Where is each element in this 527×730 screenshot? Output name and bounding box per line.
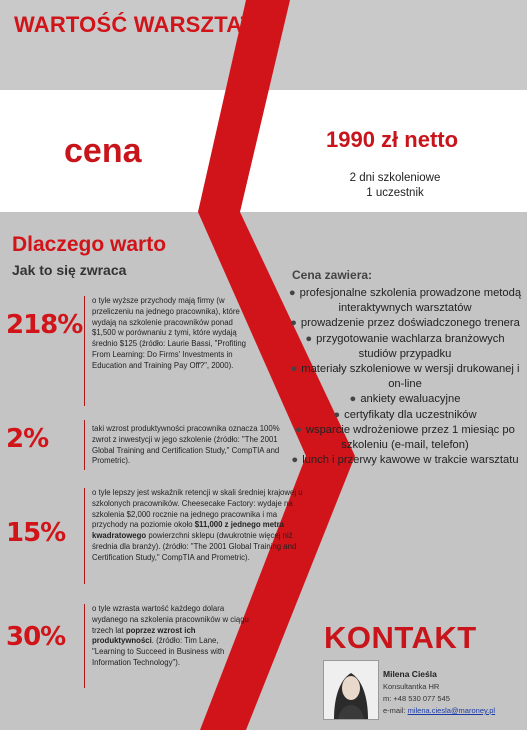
contact-photo	[323, 660, 379, 720]
stat-description-3	[92, 488, 308, 564]
benefits-subheading: Jak to się zwraca	[12, 262, 127, 278]
stat-value-3: 15%	[6, 518, 66, 548]
includes-item: ● lunch i przerwy kawowe w trakcie warsztatu	[291, 454, 519, 467]
stat-text-part: taki wzrost produktywności pracownika oznacza 100% zwrot z inwestycji w jego szkolenie (źródło: "The 2001 Global Training and Certification Study," CompTIA and Prometric).	[92, 424, 280, 466]
contact-phone: m: +48 530 077 545	[383, 694, 450, 703]
stat-text-part: powierzchni sklepu (dwukrotnie więcej niż średnia dla branży). (źródło: "The 2001 Global Training and Certification Study," CompTIA and Prometric).	[92, 531, 297, 562]
bullet-icon: ●	[295, 423, 302, 436]
price-details	[326, 171, 464, 201]
price-value: 1990 zł netto	[326, 127, 459, 152]
stat-value-4: 30%	[6, 622, 66, 652]
bullet-icon: ●	[305, 332, 313, 345]
includes-item: ● wsparcie wdrożeniowe przez 1 miesiąc po szkoleniu (e-mail, telefon)	[295, 423, 515, 452]
includes-title: Cena zawiera:	[292, 268, 373, 282]
stat-value-1: 218%	[6, 310, 83, 340]
includes-item: ● certyfikaty dla uczestników	[333, 408, 477, 421]
contact-heading: KONTAKT	[324, 620, 477, 655]
includes-item: ● przygotowanie wachlarza branżowych studiów przypadku	[305, 332, 505, 360]
stat-divider-1	[84, 296, 85, 406]
stat-description-4	[92, 604, 250, 669]
bullet-icon: ●	[349, 393, 357, 406]
price-detail-participants: 1 uczestnik	[366, 187, 424, 199]
bullet-icon: ●	[333, 408, 341, 421]
benefits-heading: Dlaczego warto	[12, 233, 167, 256]
bullet-icon: ●	[291, 454, 299, 467]
includes-list	[288, 286, 522, 468]
includes-item: ● materiały szkoleniowe w wersji drukowanej i on-line	[290, 363, 520, 391]
stat-text-part: o tyle wzrasta wartość każdego dolara wydanego na szkolenia pracowników w ciągu trzech lat	[92, 604, 249, 635]
bullet-icon: ●	[290, 363, 298, 376]
avatar	[324, 661, 378, 719]
stat-text-part: poprzez wzrost ich produktywności	[92, 625, 196, 646]
contact-email-line: e-mail: milena.ciesla@maroney.pl	[383, 706, 496, 715]
page-title: WARTOŚĆ WARSZTATU	[14, 12, 271, 37]
includes-item: ● ankiety ewaluacyjne	[349, 393, 461, 406]
stat-divider-3	[84, 488, 85, 584]
contact-email-link[interactable]: milena.ciesla@maroney.pl	[407, 706, 496, 715]
stat-text-part: . (źródło: Tim Lane, "Learning to Succeed in Business with Information Technology").	[92, 636, 225, 667]
bullet-icon: ●	[288, 287, 296, 299]
bullet-icon: ●	[290, 317, 297, 330]
stat-divider-4	[84, 604, 85, 688]
contact-role: Konsultantka HR	[383, 682, 440, 691]
stat-description-1	[92, 296, 254, 372]
price-detail-days: 2 dni szkoleniowe	[349, 172, 441, 184]
price-label: cena	[64, 132, 142, 170]
includes-item: ● profesjonalne szkolenia prowadzone metodą interaktywnych warsztatów	[288, 287, 522, 315]
stat-value-2: 2%	[6, 424, 49, 454]
stat-text-part: $11,000 z jednego metra kwadratowego	[92, 520, 284, 541]
contact-name: Milena Cieśla	[383, 669, 437, 679]
stat-text-part: o tyle wyższe przychody mają firmy (w przeliczeniu na jednego pracownika), które wydają na szkolenie pracowników ponad $1,500 w porównaniu z tymi, które wydają średnio $125 (źródło: Laurie Bassi, "Profiting From Learning: Do Firms' Investments in Education and Training Pay Off?", 2000).	[92, 296, 247, 370]
stat-description-2	[92, 424, 288, 467]
includes-item: ● prowadzenie przez doświadczonego trenera	[290, 317, 520, 330]
stat-divider-2	[84, 420, 85, 470]
stat-text-part: o tyle lepszy jest wskaźnik retencji w skali średniej krajowej u szkolonych pracowników. Cheesecake Factory: wydaje na szkolenia $2,000 rocznie na jednego pracownika i ma przychody na poziomie około	[92, 488, 303, 530]
